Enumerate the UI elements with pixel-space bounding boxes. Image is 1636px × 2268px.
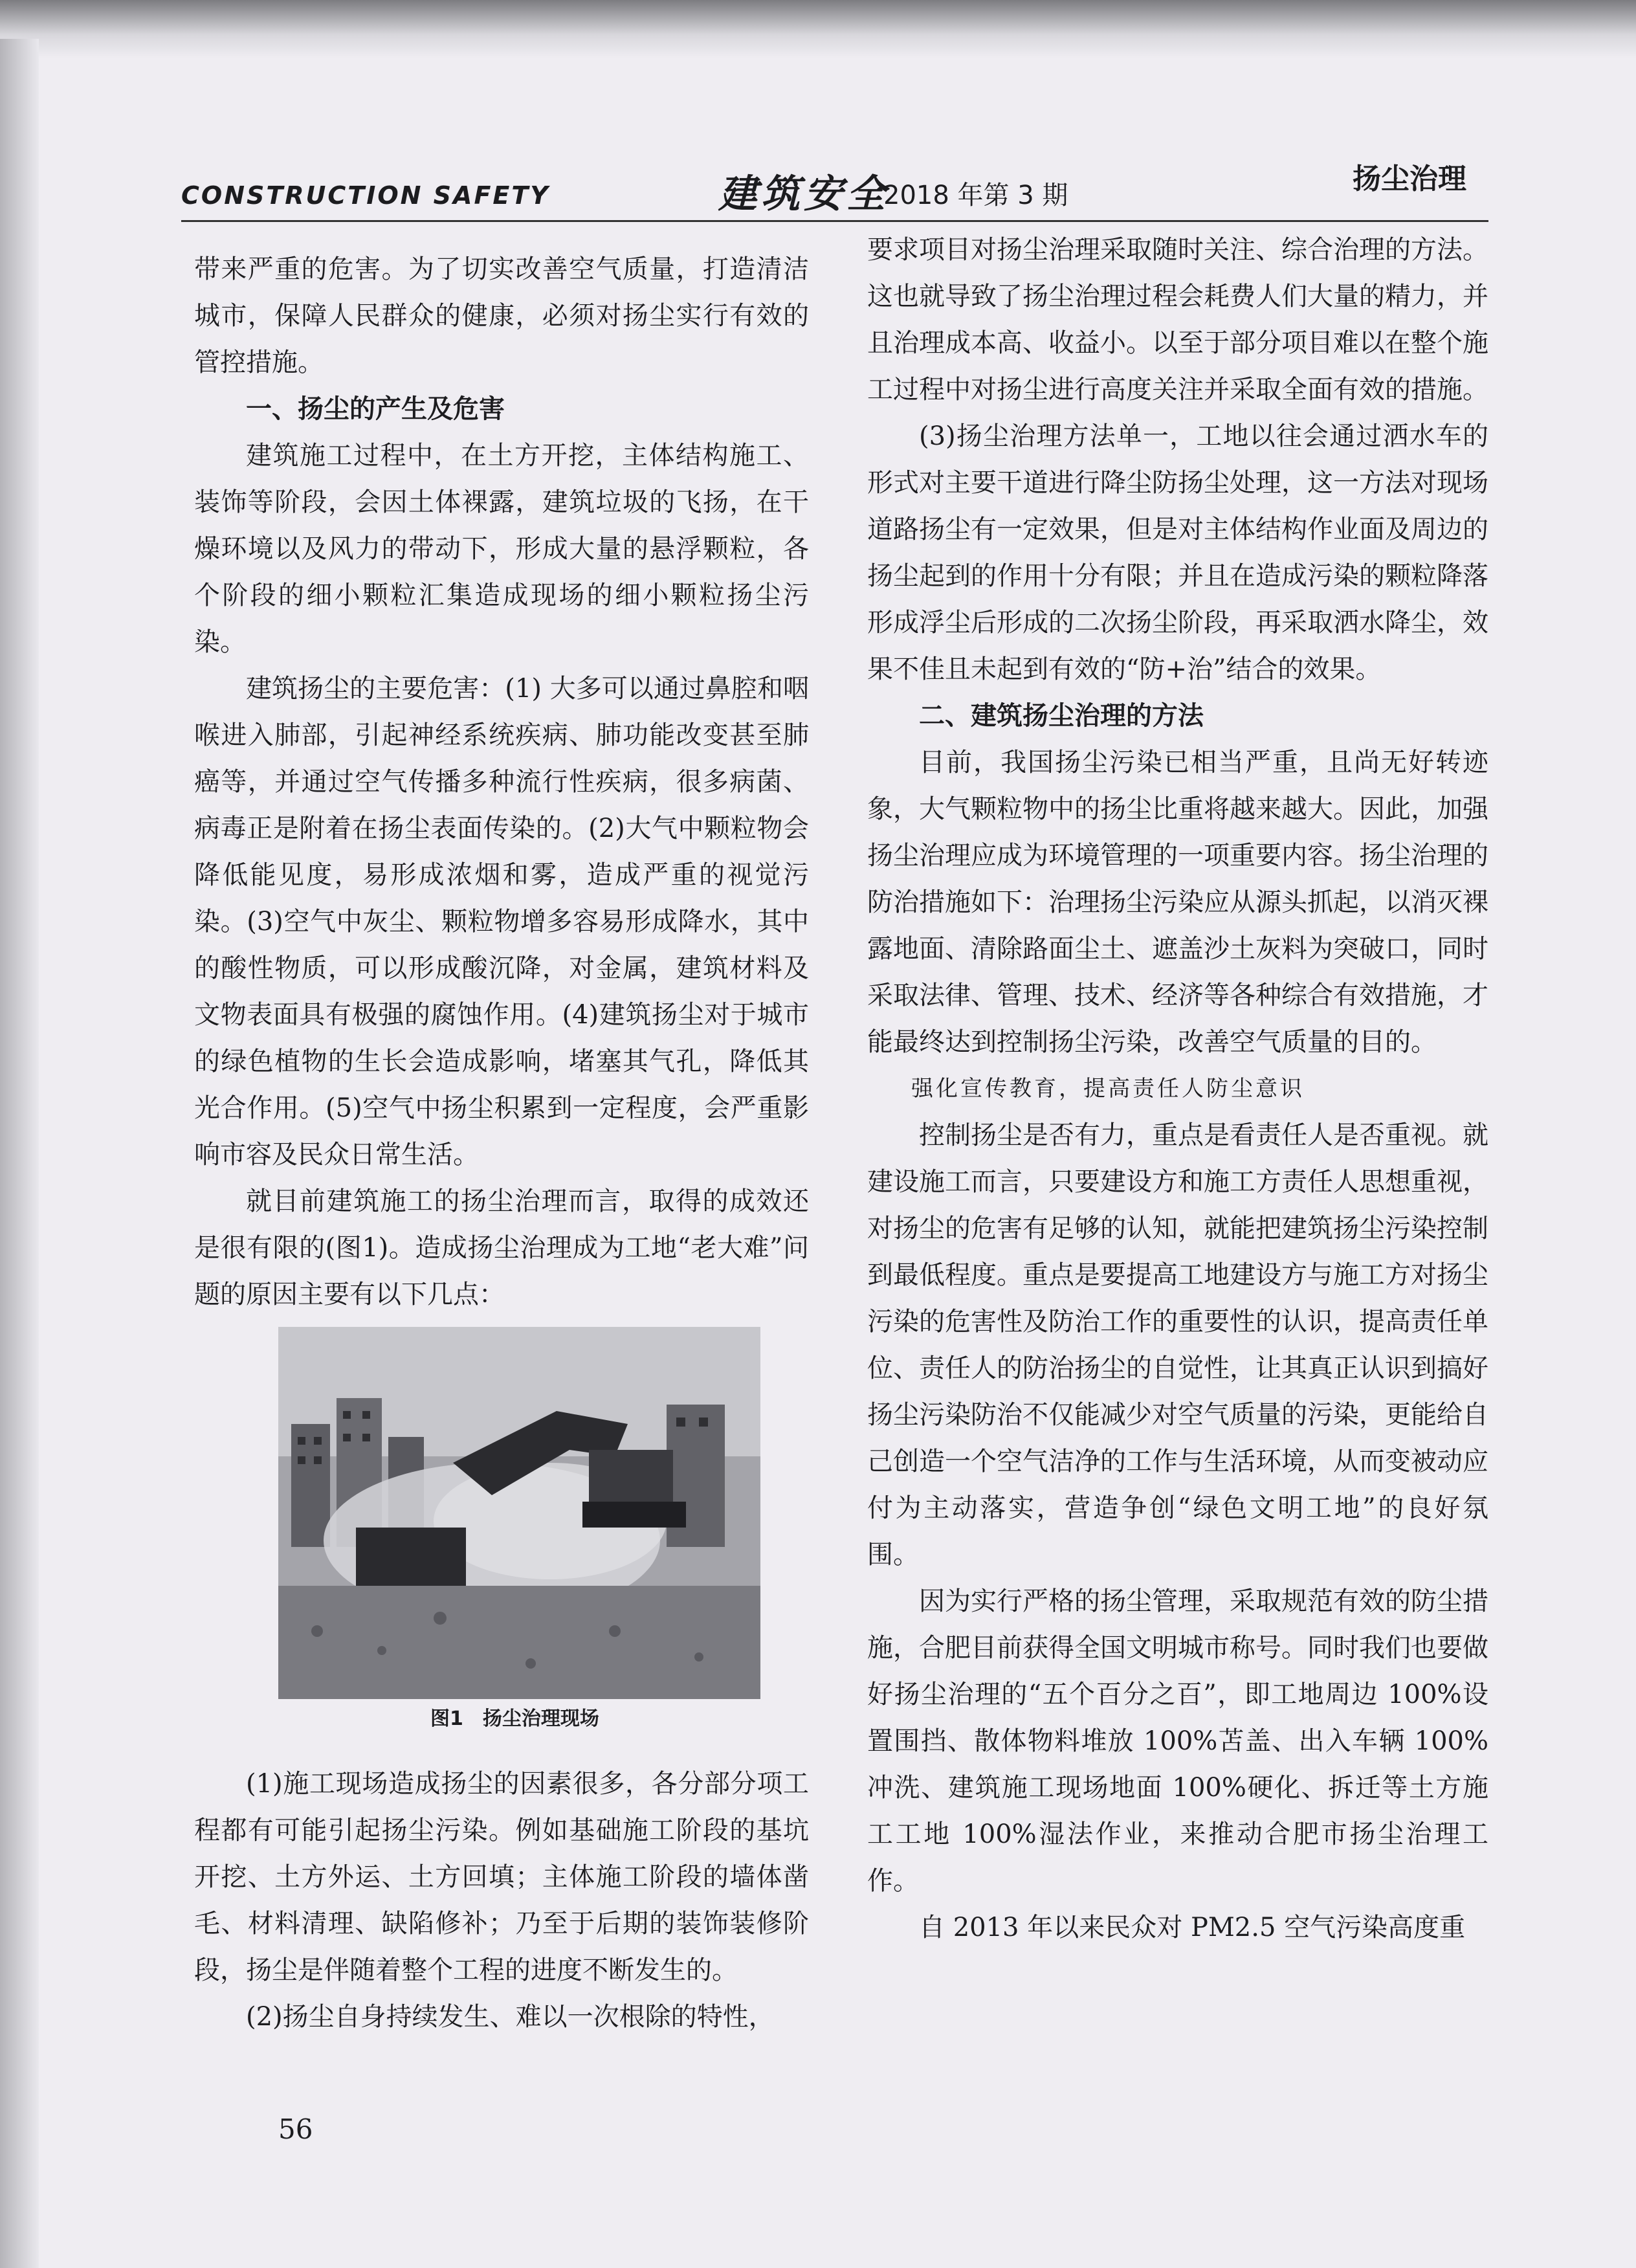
right-column: [867, 227, 1488, 1951]
scan-top-shadow: [0, 0, 1636, 58]
scan-left-edge: [0, 39, 39, 2268]
section-heading: 二、建筑扬尘治理的方法: [919, 701, 1204, 731]
paragraph: 控制扬尘是否有力，重点是看责任人是否重视。就建设施工而言，只要建设方和施工方责任人思想重视，对扬尘的危害有足够的认知，就能把建筑扬尘污染控制到最低程度。重点是要提高工地建设方与施工方对扬尘污染的危害性及防治工作的重要性的认识，提高责任单位、责任人的防治扬尘的自觉性，让其真正认识到搞好扬尘污染防治不仅能减少对空气质量的污染，更能给自己创造一个空气洁净的工作与生活环境，从而变被动应付为主动落实，营造争创“绿色文明工地”的良好氛围。: [867, 1120, 1488, 1570]
section-heading: 一、扬尘的产生及危害: [246, 394, 505, 424]
paragraph: 建筑施工过程中，在土方开挖，主体结构施工、装饰等阶段，会因土体裸露，建筑垃圾的飞扬，在干燥环境以及风力的带动下，形成大量的悬浮颗粒，各个阶段的细小颗粒汇集造成现场的细小颗粒扬尘污染。: [194, 441, 809, 657]
paragraph: 就目前建筑施工的扬尘治理而言，取得的成效还是很有限的(图1)。造成扬尘治理成为工地“老大难”问题的原因主要有以下几点：: [194, 1186, 809, 1309]
paragraph: (1)施工现场造成扬尘的因素很多，各分部分项工程都有可能引起扬尘污染。例如基础施工阶段的基坑开挖、土方外运、土方回填；主体施工阶段的墙体凿毛、材料清理、缺陷修补；乃至于后期的装饰装修阶段，扬尘是伴随着整个工程的进度不断发生的。: [194, 1769, 809, 1985]
paragraph: 自 2013 年以来民众对 PM2.5 空气污染高度重: [919, 1913, 1466, 1942]
left-column: [194, 246, 809, 1318]
photo-illustration: [278, 1327, 760, 1699]
journal-english-title: CONSTRUCTION SAFETY: [181, 181, 550, 210]
running-header: [181, 155, 1488, 227]
section-title: 扬尘治理: [1353, 162, 1466, 195]
paragraph: 建筑扬尘的主要危害：(1) 大多可以通过鼻腔和咽喉进入肺部，引起神经系统疾病、肺功能改变甚至肺癌等，并通过空气传播多种流行性疾病，很多病菌、病毒正是附着在扬尘表面传染的。(2)大气中颗粒物会降低能见度，易形成浓烟和雾，造成严重的视觉污染。(3)空气中灰尘、颗粒物增多容易形成降水，其中的酸性物质，可以形成酸沉降，对金属，建筑材料及文物表面具有极强的腐蚀作用。(4)建筑扬尘对于城市的绿色植物的生长会造成影响，堵塞其气孔，降低其光合作用。(5)空气中扬尘积累到一定程度，会严重影响市容及民众日常生活。: [194, 674, 809, 1170]
page-number: 56: [278, 2113, 313, 2145]
issue-label: 2018 年第 3 期: [883, 181, 1068, 210]
left-column-continued: [194, 1761, 809, 2040]
subsection-heading: 强化宣传教育，提高责任人防尘意识: [911, 1076, 1305, 1102]
header-rule: [181, 220, 1488, 222]
figure-caption: 图1 扬尘治理现场: [430, 1707, 599, 1730]
journal-logo: 建筑安全: [718, 172, 889, 217]
paragraph: (3)扬尘治理方法单一，工地以往会通过洒水车的形式对主要干道进行降尘防扬尘处理，这一方法对现场道路扬尘有一定效果，但是对主体结构作业面及周边的扬尘起到的作用十分有限；并且在造成污染的颗粒降落形成浮尘后形成的二次扬尘阶段，再采取洒水降尘，效果不佳且未起到有效的“防+治”结合的效果。: [867, 421, 1488, 684]
paragraph: 目前，我国扬尘污染已相当严重，且尚无好转迹象，大气颗粒物中的扬尘比重将越来越大。因此，加强扬尘治理应成为环境管理的一项重要内容。扬尘治理的防治措施如下：治理扬尘污染应从源头抓起，以消灭裸露地面、清除路面尘土、遮盖沙土灰料为突破口，同时采取法律、管理、技术、经济等各种综合有效措施，才能最终达到控制扬尘污染，改善空气质量的目的。: [867, 748, 1488, 1057]
paragraph: 要求项目对扬尘治理采取随时关注、综合治理的方法。这也就导致了扬尘治理过程会耗费人们大量的精力，并且治理成本高、收益小。以至于部分项目难以在整个施工过程中对扬尘进行高度关注并采取全面有效的措施。: [867, 235, 1488, 405]
paragraph: 因为实行严格的扬尘管理，采取规范有效的防尘措施，合肥目前获得全国文明城市称号。同时我们也要做好扬尘治理的“五个百分之百”，即工地周边 100%设置围挡、散体物料堆放 100%苫盖、出入车辆 100%冲洗、建筑施工现场地面 100%硬化、拆迁等土方施工工地 100%湿法作业，来推动合肥市扬尘治理工作。: [867, 1586, 1488, 1896]
figure-dust-site-photo: [278, 1327, 760, 1699]
paragraph: (2)扬尘自身持续发生、难以一次根除的特性，: [246, 2002, 775, 2032]
paragraph: 带来严重的危害。为了切实改善空气质量，打造清洁城市，保障人民群众的健康，必须对扬尘实行有效的管控措施。: [194, 254, 809, 377]
